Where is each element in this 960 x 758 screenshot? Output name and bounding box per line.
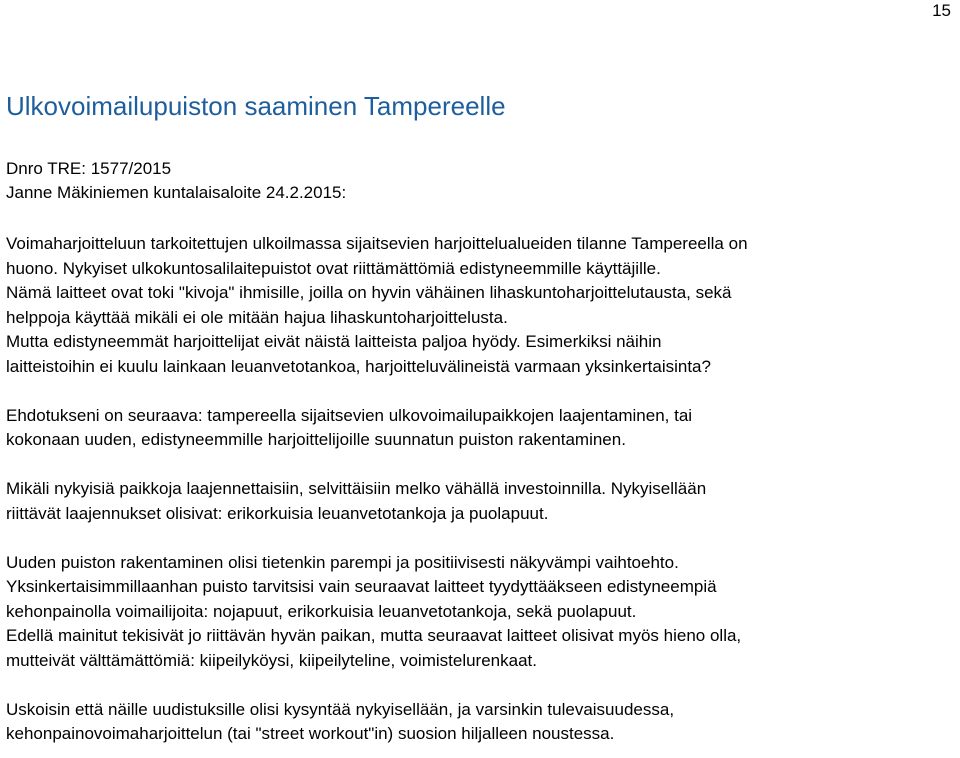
case-number: Dnro TRE: 1577/2015: [6, 159, 172, 178]
text-line: kehonpainolla voimailijoita: nojapuut, erikorkuisia leuanvetotankoja, sekä puolapuut.: [6, 601, 637, 621]
text-line: kehonpainovoimaharjoittelun (tai "street workout"in) suosion hiljalleen noustessa.: [6, 724, 615, 743]
text-line: Uuden puiston rakentaminen olisi tietenkin parempi ja positiivisesti näkyvämpi vaihtoehto.: [6, 552, 679, 572]
document-body: [6, 232, 956, 747]
text-line: Ehdotukseni on seuraava: tampereella sijaitsevien ulkovoimailupaikkojen laajentaminen, tai: [6, 405, 693, 425]
text-line: Edellä mainitut tekisivät jo riittävän hyvän paikan, mutta seuraavat laitteet olisivat myös hieno olla,: [6, 626, 742, 645]
document-title: Ulkovoimailupuiston saaminen Tampereelle: [6, 91, 506, 121]
text-line: huono. Nykyiset ulkokuntosalilaitepuistot ovat riittämättömiä edistyneemmille käyttäjille.: [6, 258, 661, 278]
paragraph-proposal: [6, 404, 956, 453]
text-line: Nämä laitteet ovat toki "kivoja" ihmisille, joilla on hyvin vähäinen lihaskuntoharjoittelutausta, sekä: [6, 283, 732, 302]
text-line: Mikäli nykyisiä paikkoja laajennettaisiin, selvittäisiin melko vähällä investoinnilla. Nykyisellään: [6, 479, 707, 498]
paragraph-expansion: [6, 477, 956, 526]
text-line: Voimaharjoitteluun tarkoitettujen ulkoilmassa sijaitsevien harjoittelualueiden tilanne Tampereella on: [6, 234, 748, 253]
page-number: 15: [932, 1, 951, 20]
text-line: kokonaan uuden, edistyneemmille harjoittelijoille suunnatun puiston rakentaminen.: [6, 430, 626, 449]
text-line: Mutta edistyneemmät harjoittelijat eivät näistä laitteista paljoa hyödy. Esimerkiksi näihin: [6, 332, 662, 351]
text-line: riittävät laajennukset olisivat: erikorkuisia leuanvetotankoja ja puolapuut.: [6, 503, 549, 523]
initiative-reference: Janne Mäkiniemen kuntalaisaloite 24.2.2015:: [6, 183, 347, 202]
document-meta: [6, 157, 346, 205]
text-line: laitteistoihin ei kuulu lainkaan leuanvetotankoa, harjoitteluvälineistä varmaan yksinkertaisinta?: [6, 356, 711, 376]
paragraph-new-park: [6, 551, 956, 674]
text-line: Uskoisin että näille uudistuksille olisi kysyntää nykyisellään, ja varsinkin tulevaisuudessa,: [6, 699, 675, 719]
text-line: helppoja käyttää mikäli ei ole mitään hajua lihaskuntoharjoittelusta.: [6, 307, 508, 327]
text-line: mutteivät välttämättömiä: kiipeilyköysi, kiipeilyteline, voimistelurenkaat.: [6, 650, 537, 670]
text-line: Yksinkertaisimmillaanhan puisto tarvitsisi vain seuraavat laitteet tyydyttääkseen edistyneempiä: [6, 577, 717, 596]
paragraph-current-situation: [6, 232, 956, 379]
paragraph-conclusion: [6, 698, 956, 747]
